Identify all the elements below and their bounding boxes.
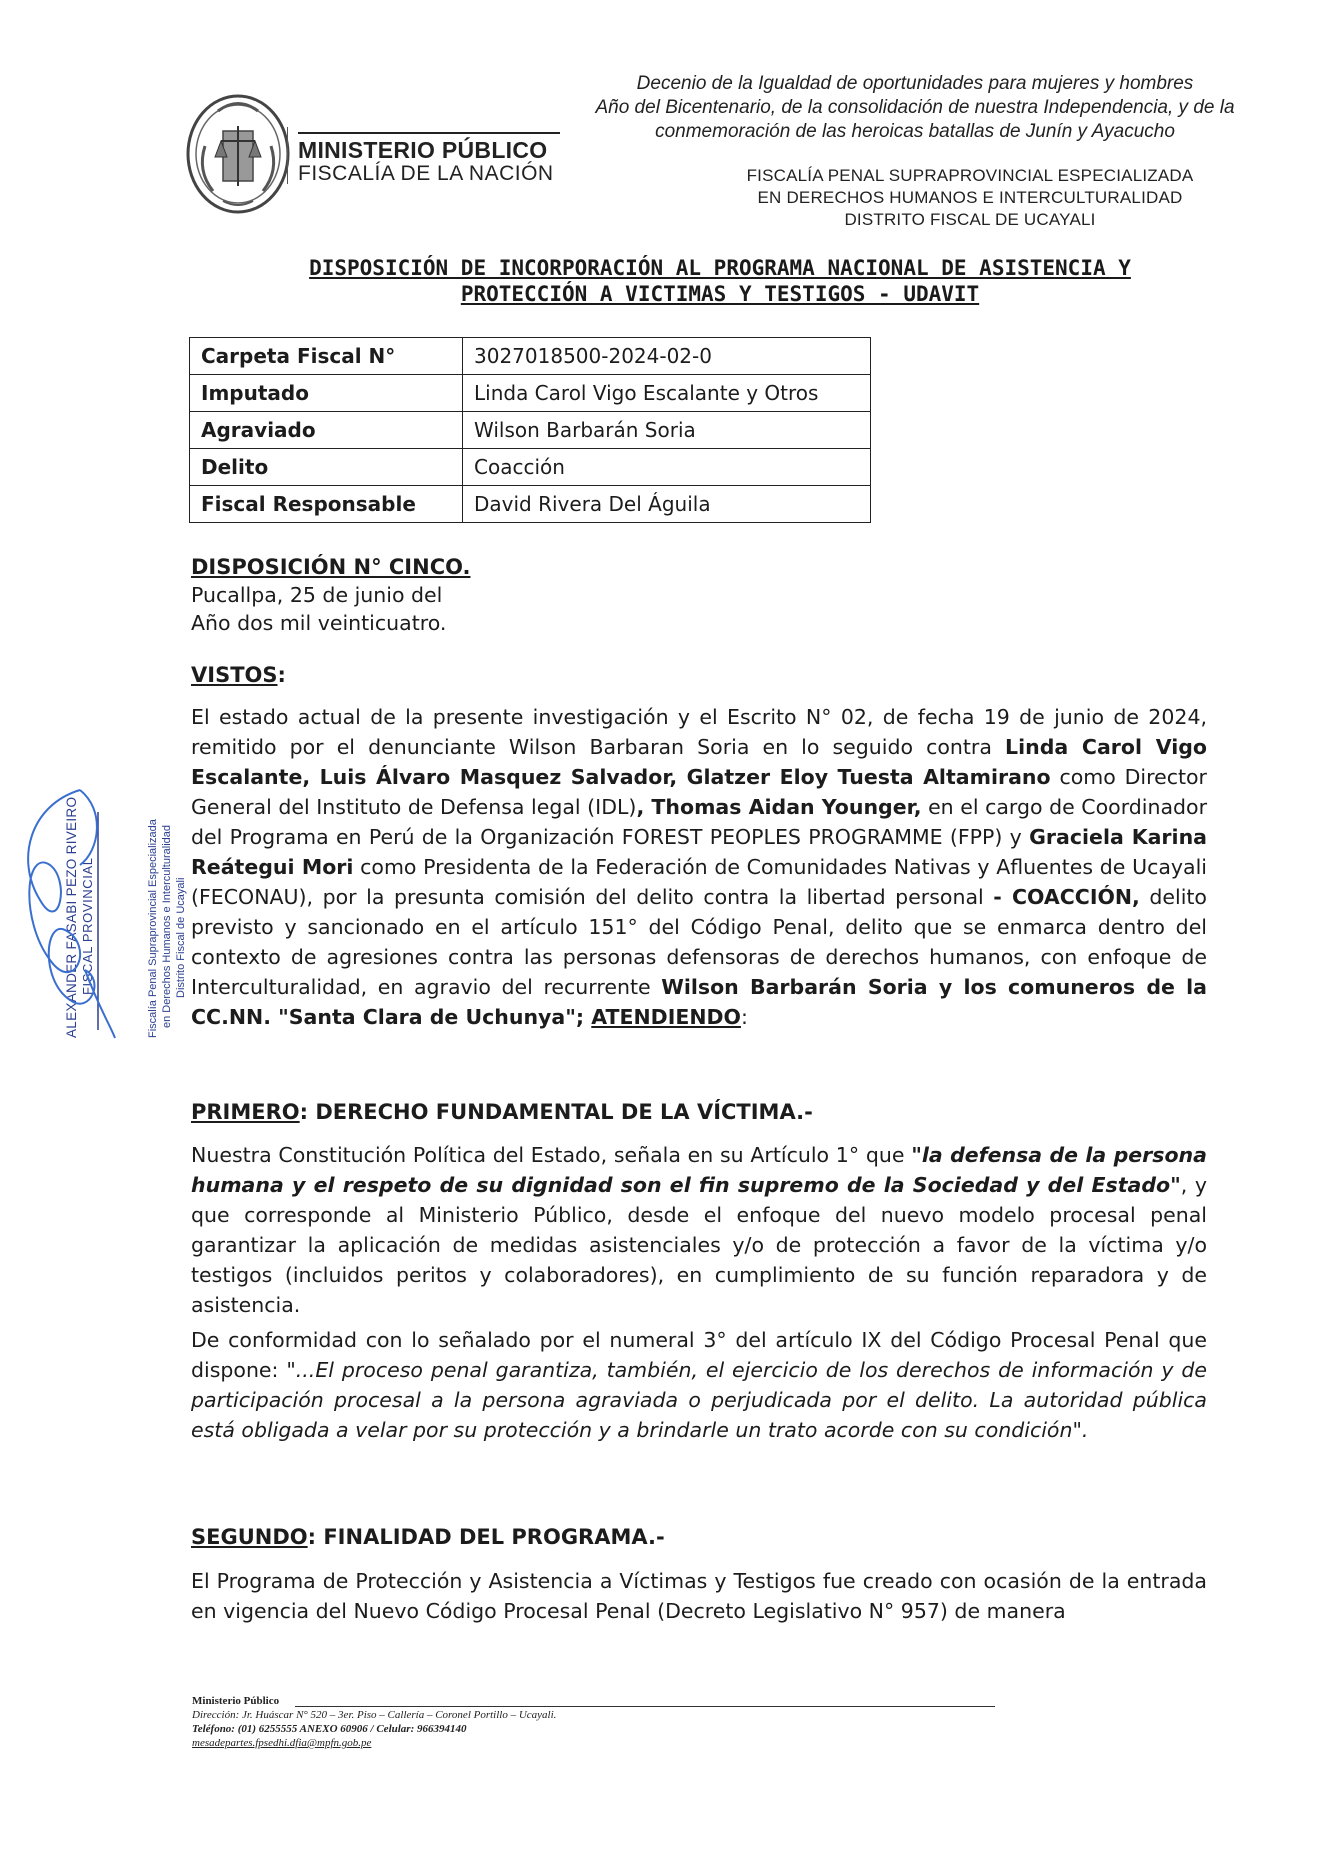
fiscalia-line: DISTRITO FISCAL DE UCAYALI [844,210,1096,229]
table-value: Coacción [463,449,871,486]
vistos-bold-text: , Thomas Aidan Younger, [636,795,922,819]
table-row [190,449,871,486]
segundo-label: SEGUNDO [191,1525,308,1549]
table-key: Delito [190,449,463,486]
vistos-text: como Presidenta de la Federación de Comunidades Nativas y Afluentes de Ucayali (FECONAU), por la presunta comisión del delito contra la libertad personal [191,855,1207,909]
segundo-heading [191,1522,1207,1552]
ministerio-publico-seal-icon [183,91,293,217]
table-value: Linda Carol Vigo Escalante y Otros [463,375,871,412]
disposicion-place-date: Pucallpa, 25 de junio del [191,583,443,607]
table-key: Agraviado [190,412,463,449]
paragraph-text: , y que corresponde al Ministerio Público, desde el enfoque del nuevo modelo procesal penal garantizar la aplicación de medidas asistenciales y/o de protección a favor de la víctima y/o testigos (incluidos peritos y colaboradores), en cumplimiento de su función reparadora y de asistencia. [191,1173,1207,1317]
footer-title: Ministerio Público [192,1695,280,1707]
decenio-line: Año del Bicentenario, de la consolidación de nuestra Independencia, y de la [595,97,1235,118]
paragraph-text: El Programa de Protección y Asistencia a Víctimas y Testigos fue creado con ocasión de la entrada en vigencia del Nuevo Código Procesal Penal (Decreto Legislativo N° 957) de manera [191,1569,1207,1623]
primero-heading [191,1097,1207,1127]
paragraph-text: Nuestra Constitución Política del Estado, señala en su Artículo 1° que [191,1143,912,1167]
brand-title: MINISTERIO PÚBLICO [298,137,548,163]
case-info-table [189,337,871,523]
fiscalia-header [690,165,1250,231]
primero-title: : DERECHO FUNDAMENTAL DE LA VÍCTIMA.- [299,1100,813,1124]
segundo-paragraph-1 [191,1566,1207,1626]
vistos-bold-text: Linda Carol Vigo Escalante, Luis Álvaro Masquez Salvador, Glatzer Eloy Tuesta Altamirano [191,735,1207,789]
fiscalia-line: FISCALÍA PENAL SUPRAPROVINCIAL ESPECIALIZADA [746,166,1194,185]
vistos-bold-text: Wilson Barbarán Soria y los comuneros de la CC.NN. "Santa Clara de Uchunya"; [191,975,1207,1029]
table-row [190,486,871,523]
vistos-text: como Director General del Instituto de Defensa legal (IDL) [191,765,1207,819]
stamp-line: FISCAL PROVINCIAL [80,857,95,995]
stamp-line: Fiscalía Penal Supraprovincial Especializada [147,819,159,1038]
vistos-text: en el cargo de Coordinador del Programa en Perú de la Organización FOREST PEOPLES PROGRAMME (FPP) y [191,795,1208,849]
primero-label: PRIMERO [191,1100,300,1124]
constitution-quote: "la defensa de la persona humana y el respeto de su dignidad son el fin supremo de la Sociedad y del Estado" [191,1143,1207,1197]
table-value: David Rivera Del Águila [463,486,871,523]
vistos-paragraph [191,702,1207,1032]
table-row [190,412,871,449]
vistos-bold-text: - COACCIÓN, [993,885,1140,909]
fiscalia-line: EN DERECHOS HUMANOS E INTERCULTURALIDAD [757,188,1183,207]
footer-address: Dirección: Jr. Huáscar N° 520 – 3er. Piso – Callería – Coronel Portillo – Ucayali. [192,1709,557,1721]
footer-phone: Teléfono: (01) 6255555 ANEXO 60906 / Celular: 966394140 [192,1723,467,1735]
atendiendo-label: ATENDIENDO [591,1005,741,1029]
decenio-header [570,72,1260,144]
vistos-text: delito previsto y sancionado en el artículo 151° del Código Penal, delito que se enmarca dentro del contexto de agresiones contra las personas defensoras de derechos humanos, con enfoque de Interculturalidad, en agravio del recurrente [191,885,1207,999]
disposicion-block [191,553,1207,637]
header-divider [287,127,288,184]
disposicion-heading: DISPOSICIÓN N° CINCO. [191,555,471,579]
ministerio-brand [298,132,560,185]
title-line: DISPOSICIÓN DE INCORPORACIÓN AL PROGRAMA NACIONAL DE ASISTENCIA Y [309,256,1131,280]
footer-rule [295,1706,995,1707]
stamp-line: ALEXANDER FASABI PEZO RIVEIRO [64,796,79,1038]
decenio-line: conmemoración de las heroicas batallas de Junín y Ayacucho [655,121,1175,142]
primero-paragraph-1 [191,1140,1207,1320]
codigo-quote: "...El proceso penal garantiza, también, el ejercicio de los derechos de información y de participación procesal a la persona agraviada o perjudicada por el delito. La autoridad pública está obligada a velar por su protección y a brindarle un trato acorde con su condición". [191,1358,1207,1442]
table-row [190,375,871,412]
footer-email-link[interactable]: mesadepartes.fpsedhi.dfia@mpfn.gob.pe [192,1737,372,1749]
page-footer [192,1694,556,1750]
table-value: 3027018500-2024-02-0 [463,338,871,375]
table-key: Carpeta Fiscal N° [190,338,463,375]
primero-paragraph-2 [191,1325,1207,1445]
fiscal-stamp-signature [10,770,195,1040]
decenio-line: Decenio de la Igualdad de oportunidades para mujeres y hombres [636,73,1194,94]
segundo-title: : FINALIDAD DEL PROGRAMA.- [307,1525,665,1549]
vistos-text: El estado actual de la presente investigación y el Escrito N° 02, de fecha 19 de junio de 2024, remitido por el denunciante Wilson Barbaran Soria en lo seguido contra [191,705,1207,759]
paragraph-text: De conformidad con lo señalado por el numeral 3° del artículo IX del Código Procesal Penal que dispone: [191,1328,1207,1382]
brand-subtitle: FISCALÍA DE LA NACIÓN [298,162,554,185]
table-value: Wilson Barbarán Soria [463,412,871,449]
table-key: Fiscal Responsable [190,486,463,523]
title-line: PROTECCIÓN A VICTIMAS Y TESTIGOS - UDAVIT [460,282,980,306]
stamp-line: en Derechos Humanos e Interculturalidad [161,824,173,1028]
document-title [190,255,1250,307]
brand-rule [298,132,560,134]
vistos-label: VISTOS [191,663,278,687]
vistos-bold-text: Graciela Karina Reátegui Mori [191,825,1207,879]
disposicion-year: Año dos mil veinticuatro. [191,611,447,635]
vistos-heading [191,660,1207,690]
stamp-line: Distrito Fiscal de Ucayali [175,877,187,998]
table-key: Imputado [190,375,463,412]
table-row [190,338,871,375]
vistos-text: : [740,1005,748,1029]
vistos-colon: : [277,663,286,687]
